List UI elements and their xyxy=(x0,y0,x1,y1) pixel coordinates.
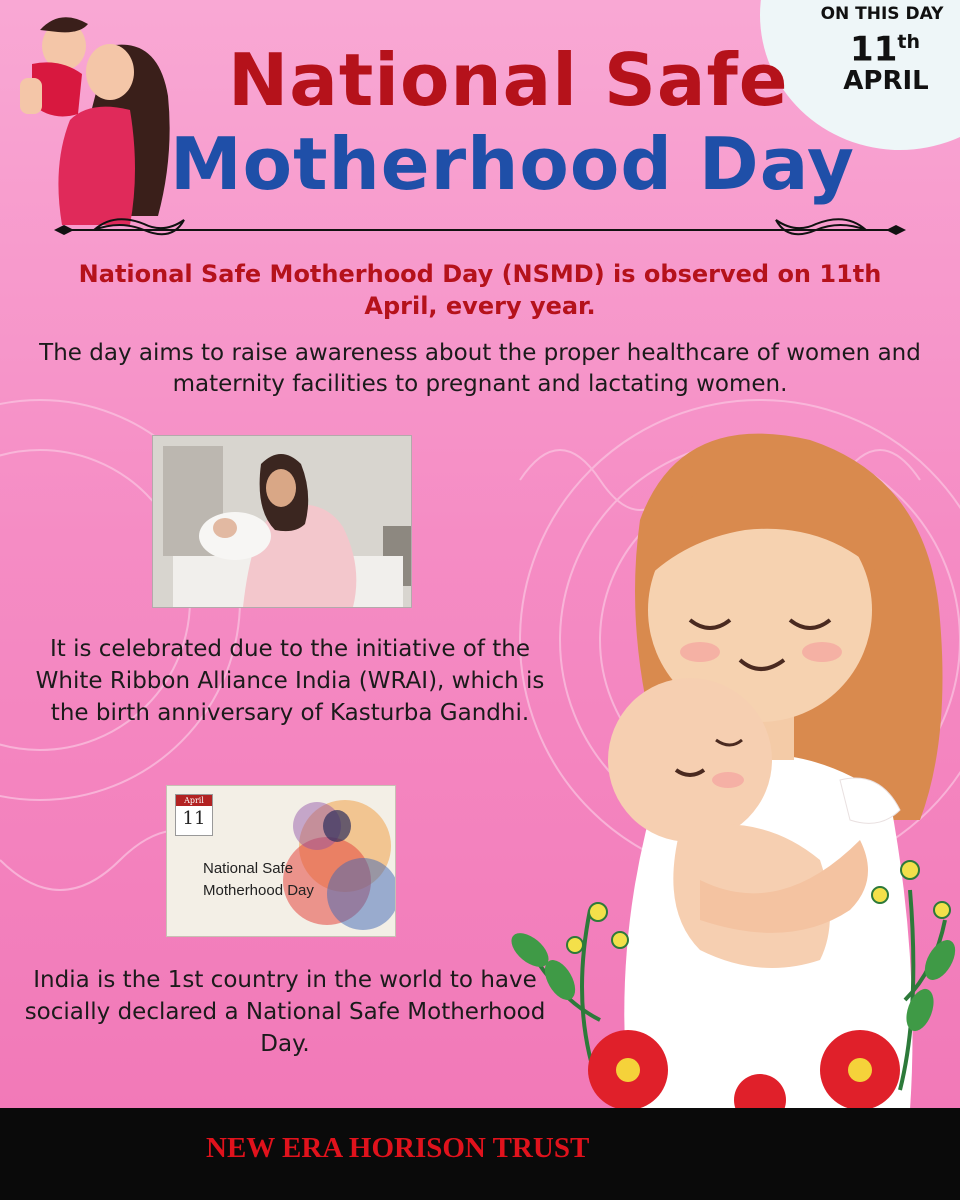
initiative-text: It is celebrated due to the initiative of the White Ribbon Alliance India (WRAI), which is the birth anniversary of Kasturba Gandhi. xyxy=(35,636,545,726)
first-country-text: India is the 1st country in the world to have socially declared a National Safe Motherhood Day. xyxy=(24,967,546,1057)
inset-caption-line-1: National Safe xyxy=(203,860,294,877)
aim-text: The day aims to raise awareness about the proper healthcare of women and maternity facilities to pregnant and lactating women. xyxy=(39,340,921,397)
badge-day-number: 11 xyxy=(850,29,898,70)
title-line-2: Motherhood Day xyxy=(170,122,855,206)
badge-top-line: ON THIS DAY xyxy=(820,4,944,24)
calendar-day: 11 xyxy=(182,808,206,829)
footer-organization: NEW ERA HORISON TRUST xyxy=(206,1132,590,1164)
badge-day-suffix: th xyxy=(897,31,920,53)
title-line-1: National Safe xyxy=(228,38,789,122)
inset-caption-line-2: Motherhood Day xyxy=(203,882,314,899)
lead-text: National Safe Motherhood Day (NSMD) is observed on 11th April, every year. xyxy=(78,260,882,320)
calendar-month: April xyxy=(176,795,212,806)
badge-month: APRIL xyxy=(843,66,929,97)
